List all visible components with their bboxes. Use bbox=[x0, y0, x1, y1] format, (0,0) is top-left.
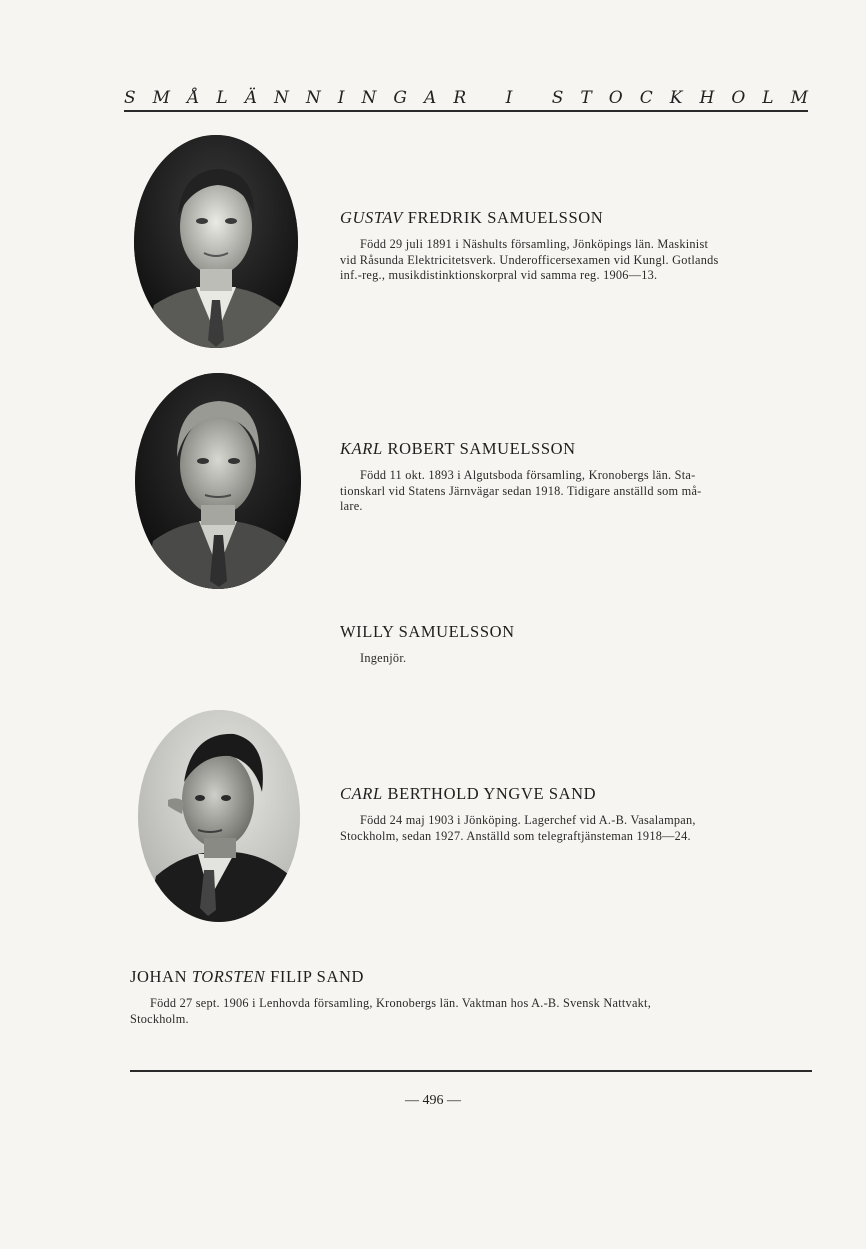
running-title-letter: I bbox=[505, 88, 513, 108]
running-title-letter: S bbox=[124, 88, 136, 108]
header-rule bbox=[124, 110, 808, 112]
text-line: lare. bbox=[340, 499, 363, 513]
biography-text bbox=[340, 651, 810, 667]
portrait-photo bbox=[134, 135, 298, 348]
running-title-letter: M bbox=[790, 88, 808, 108]
running-title-letter: N bbox=[274, 88, 289, 108]
biography-entry bbox=[340, 784, 810, 844]
text-line: inf.-reg., musikdistinktionskorpral vid samma reg. 1906—13. bbox=[340, 268, 658, 282]
page-number: — 496 — bbox=[405, 1093, 461, 1108]
person-name bbox=[340, 784, 810, 804]
running-title-letter: N bbox=[305, 88, 321, 108]
biography-text bbox=[130, 996, 810, 1027]
biography-text bbox=[340, 237, 810, 284]
person-name bbox=[340, 622, 810, 642]
name-prefix: JOHAN bbox=[130, 967, 192, 986]
portrait-image bbox=[134, 135, 298, 348]
running-title-letter bbox=[483, 88, 488, 108]
name-rest: BERTHOLD YNGVE SAND bbox=[382, 784, 597, 803]
running-title-letter: Ä bbox=[244, 88, 257, 108]
portrait-image bbox=[138, 710, 300, 922]
running-title-letter: Å bbox=[187, 88, 200, 108]
portrait-image bbox=[135, 373, 301, 589]
running-title-letter: T bbox=[580, 88, 592, 108]
name-italic-part: KARL bbox=[340, 439, 383, 458]
biography-entry bbox=[130, 967, 810, 1027]
name-italic-part: GUSTAV bbox=[340, 208, 403, 227]
name-italic-part: CARL bbox=[340, 784, 383, 803]
name-italic-part: TORSTEN bbox=[191, 967, 266, 986]
text-line: Född 27 sept. 1906 i Lenhovda församling, Kronobergs län. Vaktman hos A.-B. Svensk Nattvakt, bbox=[150, 996, 652, 1010]
text-line: Född 29 juli 1891 i Näshults församling, Jönköpings län. Maskinist bbox=[360, 237, 709, 251]
running-title-letter: S bbox=[551, 88, 564, 108]
footer-rule bbox=[130, 1070, 812, 1072]
text-line: tionskarl vid Statens Järnvägar sedan 1918. Tidigare anställd som må- bbox=[340, 483, 702, 498]
text-line: Född 11 okt. 1893 i Algutsboda församling, Kronobergs län. Sta- bbox=[360, 468, 696, 482]
name-rest: WILLY SAMUELSSON bbox=[340, 622, 515, 641]
portrait-photo bbox=[138, 710, 300, 922]
running-title-letter: L bbox=[762, 88, 774, 108]
running-title-letter: G bbox=[393, 88, 408, 108]
biography-entry bbox=[340, 622, 810, 667]
text-line: Stockholm, sedan 1927. Anställd som telegraftjänsteman 1918—24. bbox=[340, 828, 691, 843]
running-title-letter: M bbox=[152, 88, 171, 108]
running-title-letter: K bbox=[669, 88, 683, 108]
text-line: Född 24 maj 1903 i Jönköping. Lagerchef vid A.-B. Vasalampan, bbox=[360, 813, 696, 827]
running-title-letter: N bbox=[361, 88, 377, 108]
text-line: Ingenjör. bbox=[360, 651, 407, 665]
running-title-letter: A bbox=[424, 88, 437, 108]
text-line: vid Råsunda Elektricitetsverk. Underofficersexamen vid Kungl. Gotlands bbox=[340, 252, 719, 267]
portrait-photo bbox=[135, 373, 301, 589]
person-name bbox=[130, 967, 810, 987]
biography-text bbox=[340, 468, 810, 515]
running-title-letter: R bbox=[453, 88, 467, 108]
name-rest: ROBERT SAMUELSSON bbox=[382, 439, 576, 458]
running-title-letter: O bbox=[731, 88, 746, 108]
running-title-letter: H bbox=[699, 88, 715, 108]
biography-entry bbox=[340, 208, 810, 284]
person-name bbox=[340, 208, 810, 228]
biography-text bbox=[340, 813, 810, 844]
text-line: Stockholm. bbox=[130, 1011, 189, 1026]
biography-entry bbox=[340, 439, 810, 515]
running-title-letter: L bbox=[216, 88, 228, 108]
running-title-letter: C bbox=[639, 88, 653, 108]
running-title-letter: O bbox=[608, 88, 623, 108]
name-rest: FILIP SAND bbox=[265, 967, 364, 986]
running-title bbox=[124, 84, 808, 108]
person-name bbox=[340, 439, 810, 459]
running-title-letter: I bbox=[337, 88, 345, 108]
name-rest: FREDRIK SAMUELSSON bbox=[402, 208, 604, 227]
running-title-letter bbox=[529, 88, 534, 108]
